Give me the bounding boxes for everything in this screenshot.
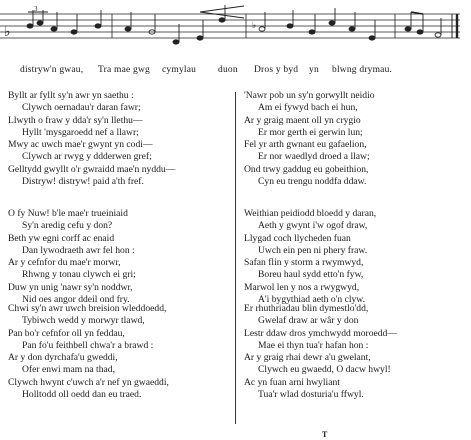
verse-line: Holltodd oll oedd dan eu traed. (22, 389, 142, 401)
verse-line: Distryw! distryw! paid a'th fref. (22, 176, 144, 188)
verse-line: Llygad coch llycheden fuan (244, 232, 351, 244)
verse-line: Rhwng y tonau clywch ei gri; (22, 269, 136, 281)
verse-line: Duw yn unig 'nawr sy'n noddwr, (8, 281, 133, 293)
verse-line: Am ei fywyd bach ei hun, (258, 102, 358, 114)
verse-line: Er nor waedlyd droed a llaw; (258, 151, 370, 163)
verse-line: Gelltydd gwyllt o'r gwraidd mae'n nyddu— (8, 163, 176, 175)
verse-line: Byllt ar fyllt sy'n awr yn saethu : (8, 90, 134, 101)
lyric-word: cymylau (162, 65, 197, 75)
lyric-word: yn (309, 65, 319, 75)
verse-line: Cyn eu trengu noddfa ddaw. (258, 176, 367, 188)
verse-line: Ac yn fuan arni hwyliant (244, 376, 340, 388)
verse-line: Safan flin y storm a rwymwyd, (244, 257, 364, 269)
column-divider (235, 92, 236, 424)
verse-line: 'Nawr pob un sy'n gorwyllt neidio (244, 90, 375, 101)
verse-line: O fy Nuw! b'le mae'r trueiniaid (8, 208, 128, 219)
verse-line: Pan fo'u feithbell chwa'r a brawd : (22, 339, 154, 351)
stanza (244, 303, 464, 401)
verse-line: Lestr ddaw dros ymchwydd moroedd— (244, 327, 397, 339)
verse-line: Aeth y gwynt i'w ogof draw, (258, 220, 368, 232)
verse-line: Sy'n aredig cefu y don? (22, 220, 113, 232)
signature-mark: T (322, 430, 328, 439)
verse-line: Pan bo'r cefnfor oll yn feddau, (8, 327, 125, 339)
verse-line: Clywch oernadau'r daran fawr; (22, 102, 141, 114)
verse-line: A'i bygythiad aeth o'n clyw. (258, 294, 366, 306)
verse-line: Clywch ar rwyg y ddderwen gref; (22, 151, 152, 163)
verse-line: Clywch hwynt c'uwch a'r nef yn gwaeddi, (8, 376, 169, 388)
verse-line: Ar y cefnfor du mae'r morwr, (8, 257, 121, 269)
music-lyrics (0, 65, 471, 77)
verse-line: Clywch eu gwaedd, O dacw hwyl! (258, 364, 391, 376)
lyric-word: Dros y byd (254, 65, 299, 75)
lyric-word: blwng drymau. (332, 65, 393, 75)
music-staff (0, 0, 471, 62)
verse-line: Tybiwch wedd y morwyr tlawd, (22, 315, 145, 327)
svg-text:♭: ♭ (4, 24, 11, 40)
verse-line: Er mor gerth ei gerwin lun; (258, 126, 363, 138)
verse-line: Chwi sy'n awr uwch breision wleddoedd, (8, 303, 167, 314)
verse-line: Llwyth o fraw y dda'r sy'n llethu— (8, 114, 143, 126)
stanza (8, 208, 223, 306)
verse-line: Mae ei thyn tua'r hafan hon : (258, 339, 369, 351)
verse-line: Fel yr arth gwnant eu gafaelion, (244, 139, 367, 151)
stanza (8, 90, 223, 188)
lyric-word: duon (218, 65, 238, 75)
verse-line: Marwol len y nos a rwygwyd, (244, 281, 360, 293)
verse-line: Ar y don dyrchafa'u gweddi, (8, 352, 118, 364)
verse-line: Ofer enwi mam na thad, (22, 364, 115, 376)
verse-line: Mwy ac uwch mae'r gwynt yn codi— (8, 139, 153, 151)
svg-text:♭: ♭ (252, 20, 257, 30)
verse-line: Uwch ein pen ni phery fraw. (258, 244, 368, 256)
verse-line: Boreu haul sydd etto'n fyw, (258, 269, 364, 281)
lyric-word: distryw'n gwau, (20, 65, 84, 75)
verse-line: Gwelaf draw ar wâr y don (258, 315, 359, 327)
verse-line: Ond trwy gaddug eu gobeithion, (244, 163, 369, 175)
verse-line: Weithian peidiodd bloedd y daran, (244, 208, 377, 219)
verse-line: Er rhuthriadau blin dymestlo'dd, (244, 303, 369, 314)
stanza (244, 90, 464, 188)
verse-line: Dan lywodraeth awr fel hon : (22, 244, 135, 256)
verse-line: Tua'r wlad dosturia'u ffwyl. (258, 389, 364, 401)
stanza (244, 208, 464, 306)
verse-line: Ar y graig rhai dewr a'u gwelant, (244, 352, 371, 364)
verse-line: Beth yw egni corff ac enaid (8, 232, 115, 244)
tuplet-mark: 3 (34, 5, 38, 13)
verse-line: Ar y graig maent oll yn crygio (244, 114, 361, 126)
lyric-word: Tra mae gwg (98, 65, 150, 75)
verse-line: Hyllt 'mysgaroedd nef a llawr; (22, 126, 139, 138)
stanza (8, 303, 223, 401)
verse-line: Nid oes angor ddeil ond fry. (22, 294, 130, 306)
